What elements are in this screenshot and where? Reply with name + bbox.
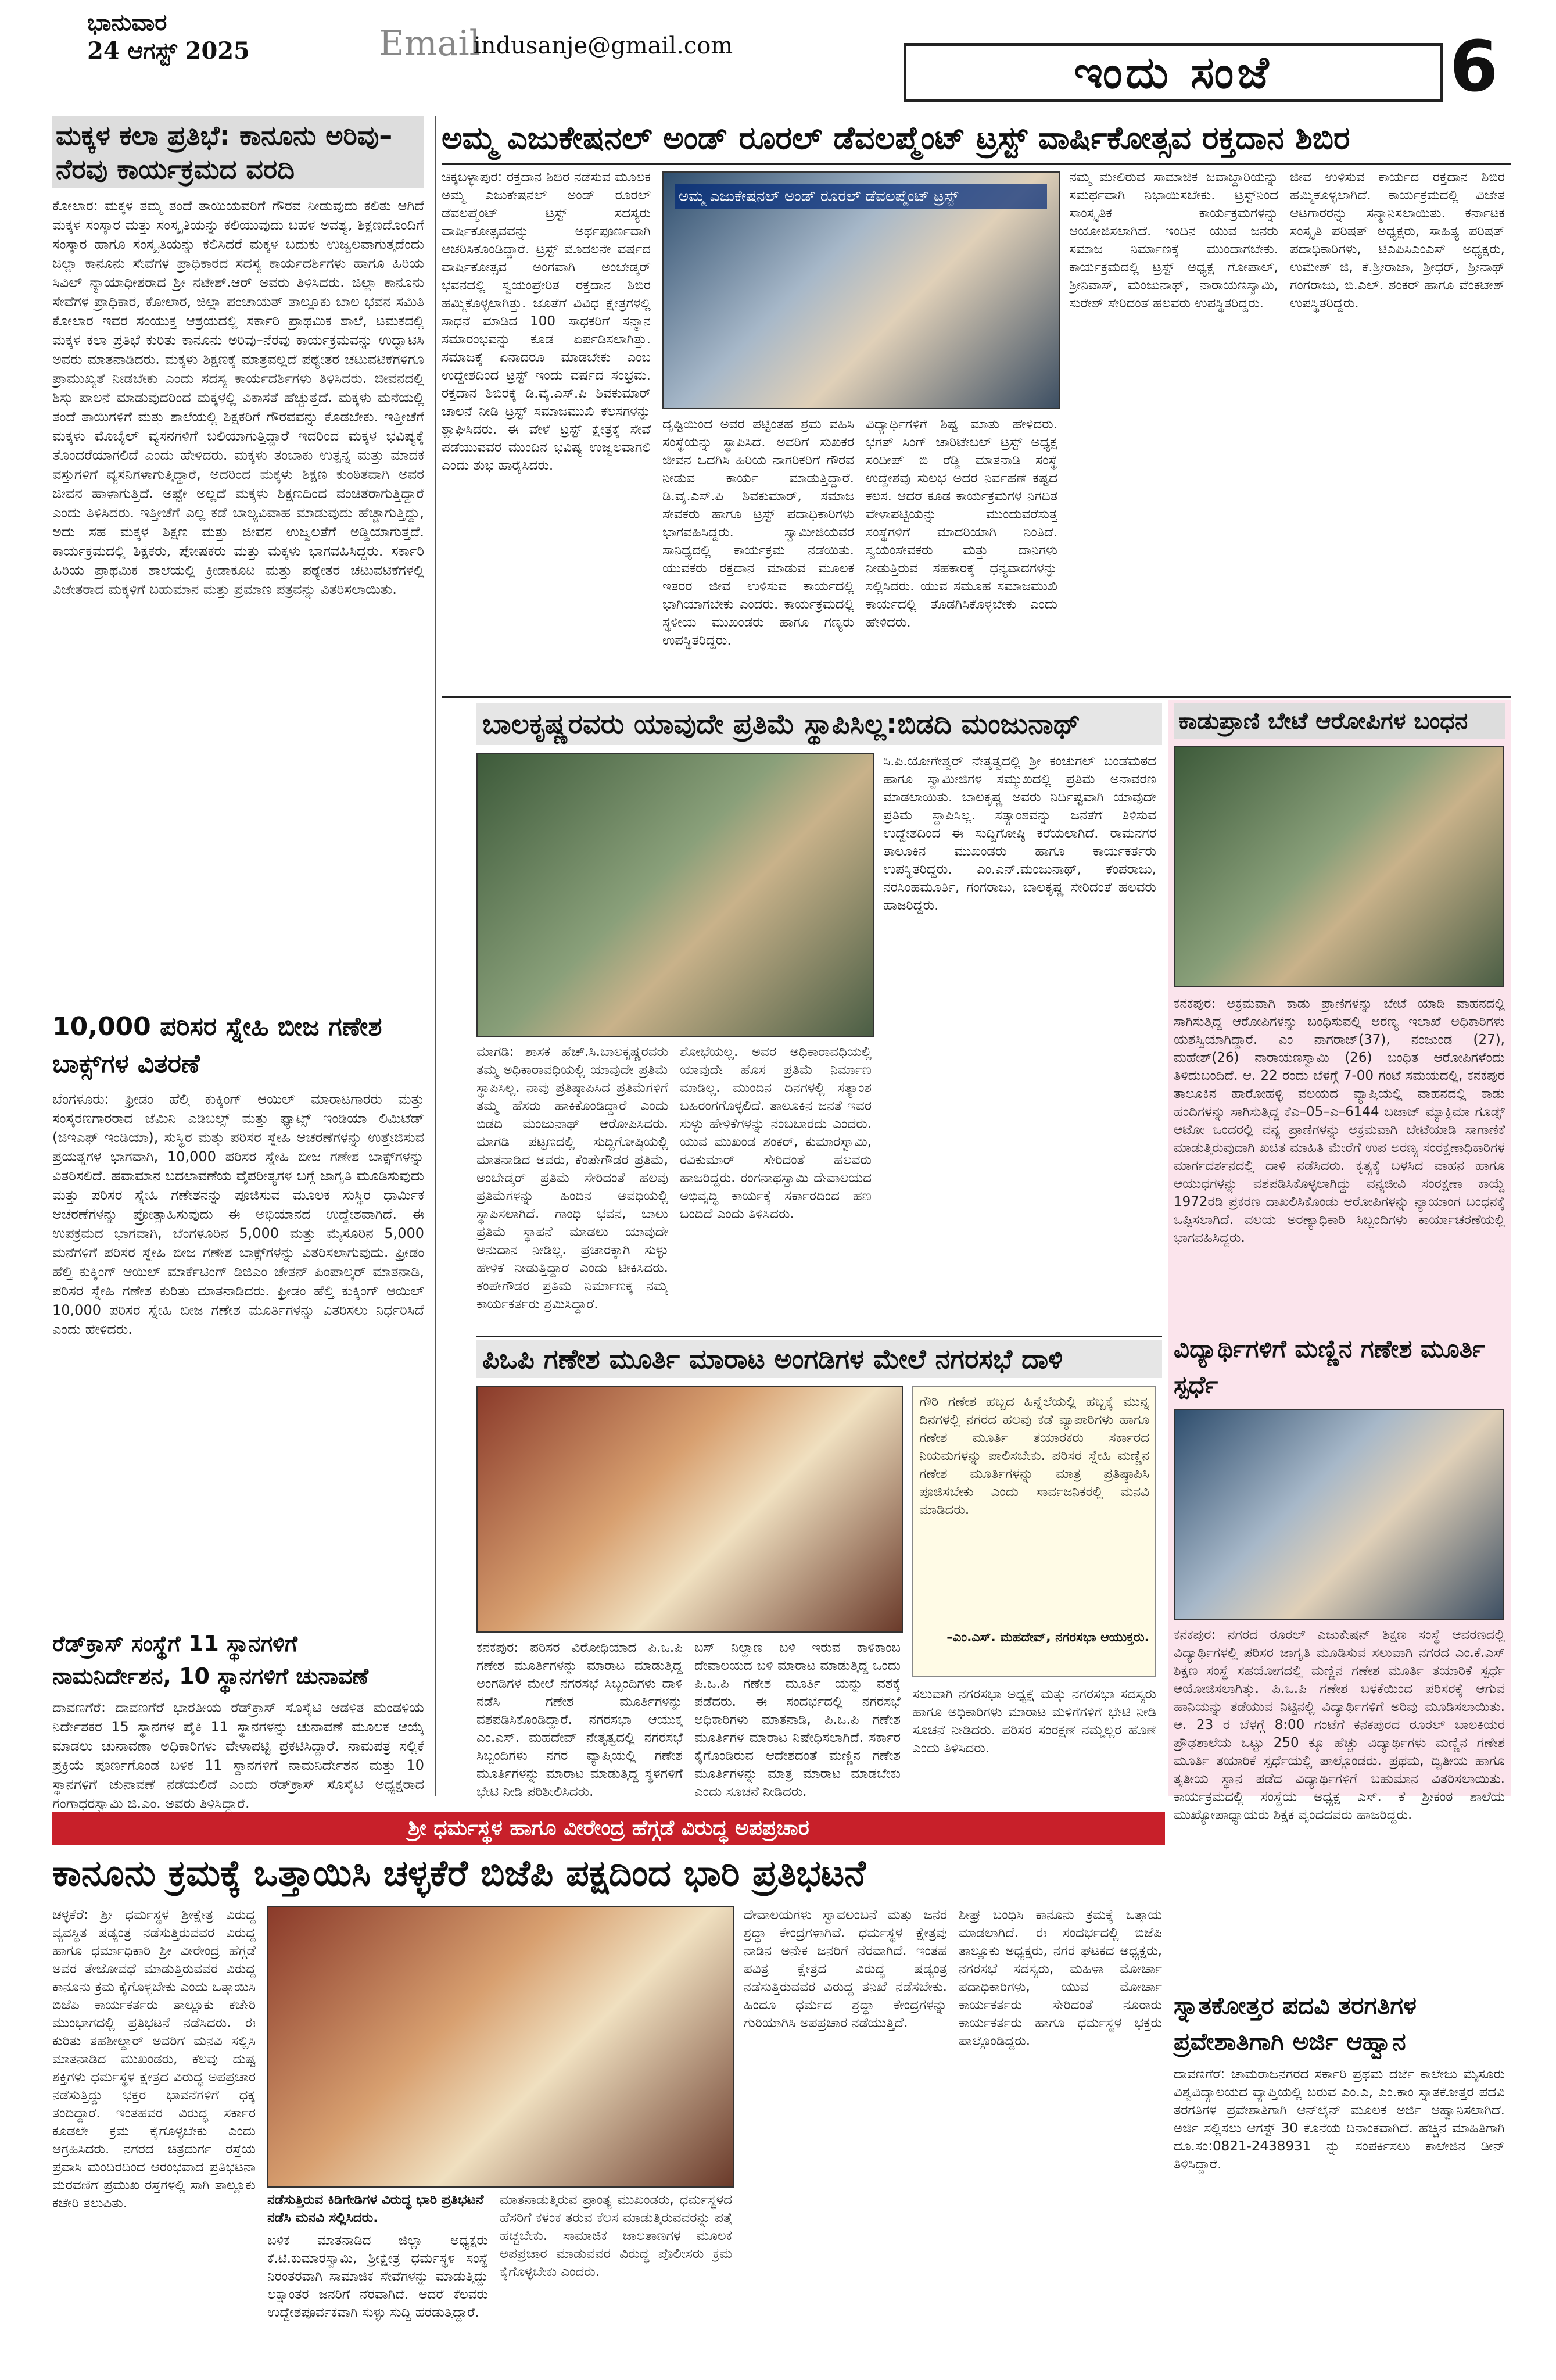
quote-box — [912, 1386, 1156, 1677]
arrest-photo — [1174, 746, 1504, 987]
story-blood-donation — [442, 116, 1511, 692]
story-statue-claim — [476, 703, 1162, 1331]
protest-photo — [267, 1906, 734, 2188]
kicker-text: ಶ್ರೀ ಧರ್ಮಸ್ಥಳ ಹಾಗೂ ವೀರೇಂದ್ರ ಹೆಗ್ಗಡೆ ವಿರುದ್ಧ ಅಪಪ್ರಚಾರ — [408, 1816, 809, 1840]
story-protest — [52, 1848, 1165, 2371]
paper-name: ಇಂದು ಸಂಜೆ — [1074, 46, 1272, 98]
story-body-col1: ಮಾಗಡಿ: ಶಾಸಕ ಹೆಚ್.ಸಿ.ಬಾಲಕೃಷ್ಣರವರು ತಮ್ಮ ಅಧಿಕಾರಾವಧಿಯಲ್ಲಿ ಯಾವುದೇ ಪ್ರತಿಮೆ ಸ್ಥಾಪಿಸಿಲ್ಲ. ನಾವು ಪ್ರತಿಷ್ಠಾಪಿಸಿದ ಪ್ರತಿಮೆಗಳಿಗೆ ತಮ್ಮ ಹೆಸರು ಹಾಕಿಕೊಂಡಿದ್ದಾರೆ ಎಂದು ಬಿಡದಿ ಮಂಜುನಾಥ್ ಆರೋಪಿಸಿದರು. ಮಾಗಡಿ ಪಟ್ಟಣದಲ್ಲಿ ಸುದ್ದಿಗೋಷ್ಠಿಯಲ್ಲಿ ಮಾತನಾಡಿದ ಅವರು, ಕೆಂಪೇಗೌಡರ ಪ್ರತಿಮೆ, ಅಂಬೇಡ್ಕರ್ ಪ್ರತಿಮೆ ಸೇರಿದಂತೆ ಹಲವು ಪ್ರತಿಮೆಗಳನ್ನು ಹಿಂದಿನ ಅವಧಿಯಲ್ಲಿ ಸ್ಥಾಪಿಸಲಾಗಿದೆ. ಗಾಂಧಿ ಭವನ, ಬಾಲು ಪ್ರತಿಮೆ ಸ್ಥಾಪನೆ ಮಾಡಲು ಯಾವುದೇ ಅನುದಾನ ನೀಡಿಲ್ಲ. ಪ್ರಚಾರಕ್ಕಾಗಿ ಸುಳ್ಳು ಹೇಳಿಕೆ ನೀಡುತ್ತಿದ್ದಾರೆ ಎಂದು ಟೀಕಿಸಿದರು. ಕೆಂಪೇಗೌಡರ ಪ್ರತಿಮೆ ನಿರ್ಮಾಣಕ್ಕೆ ನಮ್ಮ ಕಾರ್ಯಕರ್ತರು ಶ್ರಮಿಸಿದ್ದಾರೆ. — [476, 1044, 668, 1312]
masthead — [0, 0, 1556, 108]
story-body: ಕೋಲಾರ: ಮಕ್ಕಳ ತಮ್ಮ ತಂದೆ ತಾಯಿಯವರಿಗೆ ಗೌರವ ನೀಡುವುದು ಕಲಿತು ಆಗಿದೆ ಮಕ್ಕಳ ಸಂಸ್ಕಾರ ಮತ್ತು ಸಂಸ್ಕೃತಿಯನ್ನು ಕಲಿಯುವುದು ಬಹಳ ಅವಶ್ಯ, ಶಿಕ್ಷಣದೊಂದಿಗೆ ಸಂಸ್ಕಾರ ಹಾಗೂ ಸಂಸ್ಕೃತಿಯನ್ನು ಕಲಿಸಿದರೆ ಮಕ್ಕಳ ಬದುಕು ಉಜ್ವಲವಾಗುತ್ತದೆಂದು ಜಿಲ್ಲಾ ಕಾನೂನು ಸೇವೆಗಳ ಪ್ರಾಧಿಕಾರದ ಸದಸ್ಯ ಕಾರ್ಯದರ್ಶಿಗಳು ಹಾಗೂ ಹಿರಿಯ ಸಿವಿಲ್ ನ್ಯಾಯಾಧೀಶರಾದ ಶ್ರೀ ನಟೇಶ್.ಆರ್ ಅವರು ತಿಳಿಸಿದರು. ಜಿಲ್ಲಾ ಕಾನೂನು ಸೇವೆಗಳ ಪ್ರಾಧಿಕಾರ, ಕೋಲಾರ, ಜಿಲ್ಲಾ ಪಂಚಾಯತ್ ತಾಲ್ಲೂಕು ಬಾಲ ಭವನ ಸಮಿತಿ ಕೋಲಾರ ಇವರ ಸಂಯುಕ್ತ ಆಶ್ರಯದಲ್ಲಿ ಸರ್ಕಾರಿ ಪ್ರಾಥಮಿಕ ಶಾಲೆ, ಟಮಕದಲ್ಲಿ ಮಕ್ಕಳ ಕಲಾ ಪ್ರತಿಭೆ ಕುರಿತು ಕಾನೂನು ಅರಿವು–ನೆರವು ಕಾರ್ಯಕ್ರಮವನ್ನು ಉದ್ಘಾಟಿಸಿ ಅವರು ಮಾತನಾಡಿದರು. ಮಕ್ಕಳು ಶಿಕ್ಷಣಕ್ಕೆ ಮಾತ್ರವಲ್ಲದೆ ಪಠ್ಯೇತರ ಚಟುವಟಿಕೆಗಳಿಗೂ ಪ್ರಾಮುಖ್ಯತೆ ನೀಡಬೇಕು ಎಂದು ಸದಸ್ಯ ಕಾರ್ಯದರ್ಶಿಗಳು ತಿಳಿಸಿದರು. ಜೀವನದಲ್ಲಿ ಶಿಸ್ತು ಪಾಲನೆ ಮಾಡುವುದರಿಂದ ಮಕ್ಕಳಲ್ಲಿ ವಿಕಾಸತೆ ಹೆಚ್ಚುತ್ತದೆ. ಮಕ್ಕಳು ಮನೆಯಲ್ಲಿ ತಂದೆ ತಾಯಿಗಳಿಗೆ ಮತ್ತು ಶಾಲೆಯಲ್ಲಿ ಶಿಕ್ಷಕರಿಗೆ ಗೌರವವನ್ನು ಕೊಡಬೇಕು. ಇತ್ತೀಚೆಗೆ ಮಕ್ಕಳು ಮೊಬೈಲ್ ವ್ಯಸನಗಳಿಗೆ ಬಲಿಯಾಗುತ್ತಿದ್ದಾರೆ ಇದರಿಂದ ಮಕ್ಕಳ ಭವಿಷ್ಯಕ್ಕೆ ತೊಂದರೆಯಾಗಲಿದೆ ಎಂದು ಹೇಳಿದರು. ಮಕ್ಕಳು ತಂಬಾಕು ಉತ್ಪನ್ನ ಮತ್ತು ಮಾದಕ ವಸ್ತುಗಳಿಗೆ ವ್ಯಸನಿಗಳಾಗುತ್ತಿದ್ದಾರೆ, ಅದರಿಂದ ಮಕ್ಕಳು ಶಿಕ್ಷಣ ಕುಂಠಿತವಾಗಿ ಅವರ ಜೀವನ ಹಾಳಾಗುತ್ತಿದೆ. ಅಷ್ಟೇ ಅಲ್ಲದೆ ಮಕ್ಕಳು ಶಿಕ್ಷಣದಿಂದ ವಂಚಿತರಾಗುತ್ತಿದ್ದಾರೆ ಎಂದು ತಿಳಿಸಿದರು. ಇತ್ತೀಚೆಗೆ ಎಲ್ಲ ಕಡೆ ಬಾಲ್ಯವಿವಾಹ ಮಾಡುವುದು ಹೆಚ್ಚಾಗುತ್ತಿದ್ದು, ಅದು ಸಹ ಮಕ್ಕಳ ಶಿಕ್ಷಣ ಮತ್ತು ಜೀವನ ಉಜ್ವಲತೆಗೆ ಅಡ್ಡಿಯಾಗುತ್ತದೆ. ಕಾರ್ಯಕ್ರಮದಲ್ಲಿ ಶಿಕ್ಷಕರು, ಪೋಷಕರು ಮತ್ತು ಮಕ್ಕಳು ಭಾಗವಹಿಸಿದ್ದರು. ಸರ್ಕಾರಿ ಹಿರಿಯ ಪ್ರಾಥಮಿಕ ಶಾಲೆಯಲ್ಲಿ ಕ್ರೀಡಾಕೂಟ ಮತ್ತು ಪಠ್ಯೇತರ ಚಟುವಟಿಕೆಗಳಲ್ಲಿ ವಿಜೇತರಾದ ಮಕ್ಕಳಿಗೆ ಬಹುಮಾನ ಮತ್ತು ಪ್ರಮಾಣ ಪತ್ರವನ್ನು ವಿತರಿಸಲಾಯಿತು. — [52, 198, 424, 597]
story-body: ದಾವಣಗೆರೆ: ಚಾಮರಾಜನಗರದ ಸರ್ಕಾರಿ ಪ್ರಥಮ ದರ್ಜೆ ಕಾಲೇಜು ಮೈಸೂರು ವಿಶ್ವವಿದ್ಯಾಲಯದ ವ್ಯಾಪ್ತಿಯಲ್ಲಿ ಬರುವ ಎಂ.ಎ, ಎಂ.ಕಾಂ ಸ್ನಾತಕೋತ್ತರ ಪದವಿ ತರಗತಿಗಳ ಪ್ರವೇಶಾತಿಗಾಗಿ ಆನ್‌ಲೈನ್ ಮೂಲಕ ಅರ್ಜಿ ಆಹ್ವಾನಿಸಲಾಗಿದೆ. ಅರ್ಜಿ ಸಲ್ಲಿಸಲು ಆಗಸ್ಟ್ 30 ಕೊನೆಯ ದಿನಾಂಕವಾಗಿದೆ. ಹೆಚ್ಚಿನ ಮಾಹಿತಿಗಾಗಿ ದೂ.ಸಂ:0821-2438931 ನ್ನು ಸಂಪರ್ಕಿಸಲು ಕಾಲೇಜಿನ ಡೀನ್ ತಿಳಿಸಿದ್ದಾರೆ. — [1174, 2067, 1505, 2172]
headline: ಕಾಡುಪ್ರಾಣಿ ಬೇಟೆ ಆರೋಪಿಗಳ ಬಂಧನ — [1174, 703, 1505, 739]
story-body-col5: ಶೀಘ್ರ ಬಂಧಿಸಿ ಕಾನೂನು ಕ್ರಮಕ್ಕೆ ಒತ್ತಾಯ ಮಾಡಲಾಗಿದೆ. ಈ ಸಂದರ್ಭದಲ್ಲಿ ಬಿಜೆಪಿ ತಾಲ್ಲೂಕು ಅಧ್ಯಕ್ಷರು, ನಗರ ಘಟಕದ ಅಧ್ಯಕ್ಷರು, ನಗರಸಭೆ ಸದಸ್ಯರು, ಮಹಿಳಾ ಮೋರ್ಚಾ ಪದಾಧಿಕಾರಿಗಳು, ಯುವ ಮೋರ್ಚಾ ಕಾರ್ಯಕರ್ತರು ಸೇರಿದಂತೆ ನೂರಾರು ಕಾರ್ಯಕರ್ತರು ಹಾಗೂ ಧರ್ಮಸ್ಥಳ ಭಕ್ತರು ಪಾಲ್ಗೊಂಡಿದ್ದರು. — [959, 1907, 1162, 2049]
story-clay-ganesha-contest — [1174, 1331, 1505, 2033]
headline: 10,000 ಪರಿಸರ ಸ್ನೇಹಿ ಬೀಜ ಗಣೇಶ ಬಾಕ್ಸ್‌ಗಳ ವಿತರಣೆ — [52, 1012, 382, 1079]
story-body-col4: ನಮ್ಮ ಮೇಲಿರುವ ಸಾಮಾಜಿಕ ಜವಾಬ್ದಾರಿಯನ್ನು ಸಮರ್ಥವಾಗಿ ನಿಭಾಯಿಸಬೇಕು. ಟ್ರಸ್ಟ್‌ನಿಂದ ಸಾಂಸ್ಕೃತಿಕ ಕಾರ್ಯಕ್ರಮಗಳನ್ನು ಆಯೋಜಿಸಲಾಗಿದೆ. ಇಂದಿನ ಯುವ ಜನರು ಸಮಾಜ ನಿರ್ಮಾಣಕ್ಕೆ ಮುಂದಾಗಬೇಕು. ಕಾರ್ಯಕ್ರಮದಲ್ಲಿ ಟ್ರಸ್ಟ್ ಅಧ್ಯಕ್ಷ ಗೋಪಾಲ್, ಶ್ರೀನಿವಾಸ್, ಮಂಜುನಾಥ್, ನಾರಾಯಣಸ್ವಾಮಿ, ಸುರೇಶ್ ಸೇರಿದಂತೆ ಹಲವರು ಉಪಸ್ಥಿತರಿದ್ದರು. — [1069, 170, 1278, 311]
story-body-col2: ದೃಷ್ಟಿಯಿಂದ ಅವರ ಪಟ್ಟಿಂತಹ ಶ್ರಮ ವಹಿಸಿ ಸಂಸ್ಥೆಯನ್ನು ಸ್ಥಾಪಿಸಿದೆ. ಅವರಿಗೆ ಸುಖಕರ ಜೀವನ ಒದಗಿಸಿ ಹಿರಿಯ ನಾಗರಿಕರಿಗೆ ಗೌರವ ನೀಡುವ ಕಾರ್ಯ ಮಾಡುತ್ತಿದ್ದಾರೆ. ಡಿ.ವೈ.ಎಸ್.ಪಿ ಶಿವಕುಮಾರ್, ಸಮಾಜ ಸೇವಕರು ಹಾಗೂ ಟ್ರಸ್ಟ್ ಪದಾಧಿಕಾರಿಗಳು ಭಾಗವಹಿಸಿದ್ದರು. ಸ್ವಾಮೀಜಿಯವರ ಸಾನಿಧ್ಯದಲ್ಲಿ ಕಾರ್ಯಕ್ರಮ ನಡೆಯಿತು. ಯುವಕರು ರಕ್ತದಾನ ಮಾಡುವ ಮೂಲಕ ಇತರರ ಜೀವ ಉಳಿಸುವ ಕಾರ್ಯದಲ್ಲಿ ಭಾಗಿಯಾಗಬೇಕು ಎಂದರು. ಕಾರ್ಯಕ್ರಮದಲ್ಲಿ ಸ್ಥಳೀಯ ಮುಖಂಡರು ಹಾಗೂ ಗಣ್ಯರು ಉಪಸ್ಥಿತರಿದ್ದರು. — [662, 417, 854, 648]
story-body-col1: ಚಳ್ಳಕೆರೆ: ಶ್ರೀ ಧರ್ಮಸ್ಥಳ ಶ್ರೀಕ್ಷೇತ್ರ ವಿರುದ್ಧ ವ್ಯವಸ್ಥಿತ ಷಡ್ಯಂತ್ರ ನಡೆಸುತ್ತಿರುವವರ ವಿರುದ್ಧ ಹಾಗೂ ಧರ್ಮಾಧಿಕಾರಿ ಶ್ರೀ ವೀರೇಂದ್ರ ಹೆಗ್ಗಡೆ ಅವರ ತೇಜೋವಧೆ ಮಾಡುತ್ತಿರುವವರ ವಿರುದ್ಧ ಕಾನೂನು ಕ್ರಮ ಕೈಗೊಳ್ಳಬೇಕು ಎಂದು ಒತ್ತಾಯಿಸಿ ಬಿಜೆಪಿ ಕಾರ್ಯಕರ್ತರು ತಾಲ್ಲೂಕು ಕಚೇರಿ ಮುಂಭಾಗದಲ್ಲಿ ಪ್ರತಿಭಟನೆ ನಡೆಸಿದರು. ಈ ಕುರಿತು ತಹಶೀಲ್ದಾರ್ ಅವರಿಗೆ ಮನವಿ ಸಲ್ಲಿಸಿ ಮಾತನಾಡಿದ ಮುಖಂಡರು, ಕೆಲವು ದುಷ್ಟ ಶಕ್ತಿಗಳು ಧರ್ಮಸ್ಥಳ ಕ್ಷೇತ್ರದ ವಿರುದ್ಧ ಅಪಪ್ರಚಾರ ನಡೆಸುತ್ತಿದ್ದು ಭಕ್ತರ ಭಾವನೆಗಳಿಗೆ ಧಕ್ಕೆ ತಂದಿದ್ದಾರೆ. ಇಂತಹವರ ವಿರುದ್ಧ ಸರ್ಕಾರ ಕೂಡಲೇ ಕ್ರಮ ಕೈಗೊಳ್ಳಬೇಕು ಎಂದು ಆಗ್ರಹಿಸಿದರು. ನಗರದ ಚಿತ್ರದುರ್ಗ ರಸ್ತೆಯ ಪ್ರವಾಸಿ ಮಂದಿರದಿಂದ ಆರಂಭವಾದ ಪ್ರತಿಭಟನಾ ಮೆರವಣಿಗೆ ಪ್ರಮುಖ ರಸ್ತೆಗಳಲ್ಲಿ ಸಾಗಿ ತಾಲ್ಲೂಕು ಕಚೇರಿ ತಲುಪಿತು. — [52, 1907, 256, 2211]
event-photo — [662, 171, 1060, 409]
quote-attribution: –ಎಂ.ಎಸ್. ಮಹದೇವ್, ನಗರಸಭಾ ಆಯುಕ್ತರು. — [946, 1630, 1149, 1645]
students-photo — [1174, 1409, 1504, 1620]
story-pop-ganesha — [476, 1340, 1162, 1805]
group-photo — [476, 753, 874, 1037]
story-body-col4: ದೇವಾಲಯಗಳು ಸ್ವಾವಲಂಬನೆ ಮತ್ತು ಜನರ ಶ್ರದ್ಧಾ ಕೇಂದ್ರಗಳಾಗಿವೆ. ಧರ್ಮಸ್ಥಳ ಕ್ಷೇತ್ರವು ನಾಡಿನ ಅನೇಕ ಜನರಿಗೆ ನೆರವಾಗಿದೆ. ಇಂತಹ ಪವಿತ್ರ ಕ್ಷೇತ್ರದ ವಿರುದ್ಧ ಷಡ್ಯಂತ್ರ ನಡೆಸುತ್ತಿರುವವರ ವಿರುದ್ಧ ತನಿಖೆ ನಡೆಸಬೇಕು. ಹಿಂದೂ ಧರ್ಮದ ಶ್ರದ್ಧಾ ಕೇಂದ್ರಗಳನ್ನು ಗುರಿಯಾಗಿಸಿ ಅಪಪ್ರಚಾರ ನಡೆಯುತ್ತಿದೆ. — [744, 1907, 947, 2031]
quote-text: ಗೌರಿ ಗಣೇಶ ಹಬ್ಬದ ಹಿನ್ನೆಲೆಯಲ್ಲಿ ಹಬ್ಬಕ್ಕೆ ಮುನ್ನ ದಿನಗಳಲ್ಲಿ ನಗರದ ಹಲವು ಕಡೆ ವ್ಯಾಪಾರಿಗಳು ಹಾಗೂ ಗಣೇಶ ಮೂರ್ತಿ ತಯಾರಕರು ಸರ್ಕಾರದ ನಿಯಮಗಳನ್ನು ಪಾಲಿಸಬೇಕು. ಪರಿಸರ ಸ್ನೇಹಿ ಮಣ್ಣಿನ ಗಣೇಶ ಮೂರ್ತಿಗಳನ್ನು ಮಾತ್ರ ಪ್ರತಿಷ್ಠಾಪಿಸಿ ಪೂಜಿಸಬೇಕು ಎಂದು ಸಾರ್ವಜನಿಕರಲ್ಲಿ ಮನವಿ ಮಾಡಿದರು. — [919, 1394, 1149, 1518]
story-body: ಕನಕಪುರ: ಅಕ್ರಮವಾಗಿ ಕಾಡು ಪ್ರಾಣಿಗಳನ್ನು ಬೇಟೆ ಯಾಡಿ ವಾಹನದಲ್ಲಿ ಸಾಗಿಸುತ್ತಿದ್ದ ಆರೋಪಿಗಳನ್ನು ಬಂಧಿಸುವಲ್ಲಿ ಅರಣ್ಯ ಇಲಾಖೆ ಅಧಿಕಾರಿಗಳು ಯಶಸ್ವಿಯಾಗಿದ್ದಾರೆ. ಎಂ ನಾಗರಾಜ್(37), ನಂಜುಂಡ (27), ಮಹೇಶ್(26) ನಾರಾಯಣಸ್ವಾಮಿ (26) ಬಂಧಿತ ಆರೋಪಿಗಳೆಂದು ತಿಳಿದುಬಂದಿದೆ. ಆ. 22 ರಂದು ಬೆಳಗ್ಗೆ 7-00 ಗಂಟೆ ಸಮಯದಲ್ಲಿ, ಕನಕಪುರ ತಾಲೂಕಿನ ಹಾರೋಹಳ್ಳಿ ವಲಯದ ವ್ಯಾಪ್ತಿಯಲ್ಲಿ ವಾಹನದಲ್ಲಿ ಕಾಡು ಹಂದಿಗಳನ್ನು ಸಾಗಿಸುತ್ತಿದ್ದ ಕೆಎ–05–ಎ–6144 ಬಜಾಜ್ ಮ್ಯಾಕ್ಸಿಮಾ ಗೂಡ್ಸ್ ಆಟೋ ಒಂದರಲ್ಲಿ ವನ್ಯ ಪ್ರಾಣಿಗಳನ್ನು ಅಕ್ರಮವಾಗಿ ಬೇಟೆಯಾಡಿ ಸಾಗಾಣಿಕೆ ಮಾಡುತ್ತಿರುವುದಾಗಿ ಖಚಿತ ಮಾಹಿತಿ ಮೇರೆಗೆ ಉಪ ಅರಣ್ಯ ಸಂರಕ್ಷಣಾಧಿಕಾರಿಗಳ ಮಾರ್ಗದರ್ಶನದಲ್ಲಿ ದಾಳಿ ನಡೆಸಿದರು. ಕೃತ್ಯಕ್ಕೆ ಬಳಸಿದ ವಾಹನ ಹಾಗೂ ಆಯುಧಗಳನ್ನು ವಶಪಡಿಸಿಕೊಳ್ಳಲಾಗಿದ್ದು ವನ್ಯಜೀವಿ ಸಂರಕ್ಷಣಾ ಕಾಯ್ದೆ 1972ರಡಿ ಪ್ರಕರಣ ದಾಖಲಿಸಿಕೊಂಡು ಆರೋಪಿಗಳನ್ನು ನ್ಯಾಯಾಂಗ ಬಂಧನಕ್ಕೆ ಒಪ್ಪಿಸಲಾಗಿದೆ. ವಲಯ ಅರಣ್ಯಾಧಿಕಾರಿ ಸಿಬ್ಬಂದಿಗಳು ಕಾರ್ಯಾಚರಣೆಯಲ್ಲಿ ಭಾಗವಹಿಸಿದ್ದರು. — [1174, 996, 1505, 1246]
email-address: indusanje@gmail.com — [474, 33, 733, 59]
photo-banner-text: ಅಮ್ಮ ಎಜುಕೇಷನಲ್ ಅಂಡ್ ರೂರಲ್ ಡೆವಲಪ್ಮೆಂಟ್ ಟ್ರಸ್ಟ್ — [675, 184, 1047, 209]
headline: ಮಕ್ಕಳ ಕಲಾ ಪ್ರತಿಭೆ: ಕಾನೂನು ಅರಿವು–ನೆರವು ಕಾರ್ಯಕ್ರಮದ ವರದಿ — [52, 116, 424, 188]
section-rule — [476, 1336, 1162, 1337]
kicker-banner — [52, 1812, 1165, 1845]
headline: ರೆಡ್‌ಕ್ರಾಸ್ ಸಂಸ್ಥೆಗೆ 11 ಸ್ಥಾನಗಳಿಗೆ ನಾಮನಿರ್ದೇಶನ, 10 ಸ್ಥಾನಗಳಿಗೆ ಚುನಾವಣೆ — [52, 1631, 369, 1689]
ganesha-idols-photo — [476, 1386, 903, 1633]
issue-date: 24 ಆಗಸ್ಟ್ 2025 — [87, 37, 250, 65]
story-child-arts — [52, 116, 424, 1022]
story-body-col5: ಜೀವ ಉಳಿಸುವ ಕಾರ್ಯದ ರಕ್ತದಾನ ಶಿಬಿರ ಹಮ್ಮಿಕೊಳ್ಳಲಾಗಿದೆ. ಕಾರ್ಯಕ್ರಮದಲ್ಲಿ ವಿಜೇತ ಆಟಗಾರರನ್ನು ಸನ್ಮಾನಿಸಲಾಯಿತು. ಕರ್ನಾಟಕ ಸಂಸ್ಕೃತಿ ಪರಿಷತ್ ಅಧ್ಯಕ್ಷರು, ಸಾಹಿತ್ಯ ಪರಿಷತ್ ಪದಾಧಿಕಾರಿಗಳು, ಟಿಎಪಿಸಿಎಂಎಸ್ ಅಧ್ಯಕ್ಷರು, ಉಮೇಶ್ ಜಿ, ಕೆ.ಶ್ರೀರಾಜಾ, ಶ್ರೀಧರ್, ಶ್ರೀನಾಥ್ ಗಂಗರಾಜು, ಬಿ.ಎಲ್. ಶಂಕರ್ ಹಾಗೂ ವೆಂಕಟೇಶ್ ಉಪಸ್ಥಿತರಿದ್ದರು. — [1290, 170, 1505, 311]
story-body: ದಾವಣಗೆರೆ: ದಾವಣಗೆರೆ ಭಾರತೀಯ ರೆಡ್‌ಕ್ರಾಸ್ ಸೊಸೈಟಿ ಆಡಳಿತ ಮಂಡಳಿಯ ನಿರ್ದೇಶಕರ 15 ಸ್ಥಾನಗಳ ಪೈಕಿ 11 ಸ್ಥಾನಗಳನ್ನು ಚುನಾವಣೆ ಮೂಲಕ ಆಯ್ಕೆ ಮಾಡಲು ಚುನಾವಣಾ ಅಧಿಕಾರಿಗಳು ವೇಳಾಪಟ್ಟಿ ಪ್ರಕಟಿಸಿದ್ದಾರೆ. ನಾಮಪತ್ರ ಸಲ್ಲಿಕೆ ಪ್ರಕ್ರಿಯೆ ಪೂರ್ಣಗೊಂಡ ಬಳಿಕ 11 ಸ್ಥಾನಗಳಿಗೆ ನಾಮನಿರ್ದೇಶನ ಮತ್ತು 10 ಸ್ಥಾನಗಳಿಗೆ ಚುನಾವಣೆ ನಡೆಯಲಿದೆ ಎಂದು ರೆಡ್‌ಕ್ರಾಸ್ ಸೊಸೈಟಿ ಅಧ್ಯಕ್ಷರಾದ ಗಂಗಾಧರಸ್ವಾಮಿ ಜಿ.ಎಂ. ಅವರು ತಿಳಿಸಿದ್ದಾರೆ. — [52, 1699, 424, 1812]
paper-logo — [904, 43, 1443, 102]
story-body-col2: ಬಳಿಕ ಮಾತನಾಡಿದ ಜಿಲ್ಲಾ ಅಧ್ಯಕ್ಷರು ಕೆ.ಟಿ.ಕುಮಾರಸ್ವಾಮಿ, ಶ್ರೀಕ್ಷೇತ್ರ ಧರ್ಮಸ್ಥಳ ಸಂಸ್ಥೆ ನಿರಂತರವಾಗಿ ಸಾಮಾಜಿಕ ಸೇವೆಗಳನ್ನು ಮಾಡುತ್ತಿದ್ದು ಲಕ್ಷಾಂತರ ಜನರಿಗೆ ನೆರವಾಗಿದೆ. ಆದರೆ ಕೆಲವರು ಉದ್ದೇಶಪೂರ್ವಕವಾಗಿ ಸುಳ್ಳು ಸುದ್ದಿ ಹರಡುತ್ತಿದ್ದಾರೆ. — [267, 2233, 488, 2320]
section-rule — [442, 696, 1511, 698]
story-body-col3: ಮಾತನಾಡುತ್ತಿರುವ ಪ್ರಾಂತ್ಯ ಮುಖಂಡರು, ಧರ್ಮಸ್ಥಳದ ಹೆಸರಿಗೆ ಕಳಂಕ ತರುವ ಕೆಲಸ ಮಾಡುತ್ತಿರುವವರನ್ನು ಪತ್ತೆ ಹಚ್ಚಬೇಕು. ಸಾಮಾಜಿಕ ಜಾಲತಾಣಗಳ ಮೂಲಕ ಅಪಪ್ರಚಾರ ಮಾಡುವವರ ವಿರುದ್ಧ ಪೊಲೀಸರು ಕ್ರಮ ಕೈಗೊಳ್ಳಬೇಕು ಎಂದರು. — [500, 2192, 732, 2279]
headline: ಕಾನೂನು ಕ್ರಮಕ್ಕೆ ಒತ್ತಾಯಿಸಿ ಚಳ್ಳಕೆರೆ ಬಿಜೆಪಿ ಪಕ್ಷದಿಂದ ಭಾರಿ ಪ್ರತಿಭಟನೆ — [52, 1852, 866, 1894]
story-poaching-arrest — [1174, 703, 1505, 1437]
story-body: ಕನಕಪುರ: ನಗರದ ರೂರಲ್ ಎಜುಕೇಷನ್ ಶಿಕ್ಷಣ ಸಂಸ್ಥೆ ಆವರಣದಲ್ಲಿ ವಿದ್ಯಾರ್ಥಿಗಳಲ್ಲಿ ಪರಿಸರ ಜಾಗೃತಿ ಮೂಡಿಸುವ ಸಲುವಾಗಿ ನಗರದ ಎಂ.ಕೆ.ಎಸ್ ಶಿಕ್ಷಣ ಸಂಸ್ಥೆ ಸಹಯೋಗದಲ್ಲಿ ಮಣ್ಣಿನ ಗಣೇಶ ಮೂರ್ತಿ ತಯಾರಿಕೆ ಸ್ಪರ್ಧೆ ಆಯೋಜಿಸಲಾಗಿತ್ತು. ಪಿ.ಒ.ಪಿ ಗಣೇಶ ಬಳಕೆಯಿಂದ ಪರಿಸರಕ್ಕೆ ಆಗುವ ಹಾನಿಯನ್ನು ತಡೆಯುವ ನಿಟ್ಟಿನಲ್ಲಿ ವಿದ್ಯಾರ್ಥಿಗಳಿಗೆ ಅರಿವು ಮೂಡಿಸಲಾಯಿತು. ಆ. 23 ರ ಬೆಳಗ್ಗೆ 8:00 ಗಂಟೆಗೆ ಕನಕಪುರದ ರೂರಲ್ ಬಾಲಕಿಯರ ಪ್ರೌಢಶಾಲೆಯ ಒಟ್ಟು 250 ಕ್ಕೂ ಹೆಚ್ಚು ವಿದ್ಯಾರ್ಥಿಗಳು ಮಣ್ಣಿನ ಗಣೇಶ ಮೂರ್ತಿ ತಯಾರಿಕೆ ಸ್ಪರ್ಧೆಯಲ್ಲಿ ಪಾಲ್ಗೊಂಡರು. ಪ್ರಥಮ, ದ್ವಿತೀಯ ಹಾಗೂ ತೃತೀಯ ಸ್ಥಾನ ಪಡೆದ ವಿದ್ಯಾರ್ಥಿಗಳಿಗೆ ಬಹುಮಾನ ವಿತರಿಸಲಾಯಿತು. ಕಾರ್ಯಕ್ರಮದಲ್ಲಿ ಸಂಸ್ಥೆಯ ಅಧ್ಯಕ್ಷ ಎಸ್. ಕೆ ಶ್ರೀಕಂಠ ಶಾಲೆಯ ಮುಖ್ಯೋಪಾಧ್ಯಾಯರು ಶಿಕ್ಷಕ ವೃಂದದವರು ಹಾಜರಿದ್ದರು. — [1174, 1627, 1505, 1823]
issue-day: ಭಾನುವಾರ — [87, 9, 167, 36]
story-body: ಬೆಂಗಳೂರು: ಫ್ರೀಡಂ ಹೆಲ್ತಿ ಕುಕ್ಕಿಂಗ್ ಆಯಿಲ್ ಮಾರಾಟಗಾರರು ಮತ್ತು ಸಂಸ್ಕರಣಗಾರರಾದ ಜೆಮಿನಿ ಎಡಿಬಲ್ಸ್ ಮತ್ತು ಫ್ಯಾಟ್ಸ್ ಇಂಡಿಯಾ ಲಿಮಿಟೆಡ್ (ಜಿಇಎಫ್ ಇಂಡಿಯಾ), ಸುಸ್ಥಿರ ಮತ್ತು ಪರಿಸರ ಸ್ನೇಹಿ ಆಚರಣೆಗಳನ್ನು ಉತ್ತೇಜಿಸುವ ಪ್ರಯತ್ನಗಳ ಭಾಗವಾಗಿ, 10,000 ಪರಿಸರ ಸ್ನೇಹಿ ಬೀಜ ಗಣೇಶ ಬಾಕ್ಸ್‌ಗಳನ್ನು ವಿತರಿಸಲಿದೆ. ಹವಾಮಾನ ಬದಲಾವಣೆಯ ವೈಪರೀತ್ಯಗಳ ಬಗ್ಗೆ ಜಾಗೃತಿ ಮೂಡಿಸುವುದು ಮತ್ತು ಪರಿಸರ ಸ್ನೇಹಿ ಗಣೇಶನನ್ನು ಪೂಜಿಸುವ ಮೂಲಕ ಸುಸ್ಥಿರ ಧಾರ್ಮಿಕ ಆಚರಣೆಗಳನ್ನು ಪ್ರೋತ್ಸಾಹಿಸುವುದು ಈ ಅಭಿಯಾನದ ಉದ್ದೇಶವಾಗಿದೆ. ಈ ಉಪಕ್ರಮದ ಭಾಗವಾಗಿ, ಬೆಂಗಳೂರಿನ 5,000 ಮತ್ತು ಮೈಸೂರಿನ 5,000 ಮನೆಗಳಿಗೆ ಪರಿಸರ ಸ್ನೇಹಿ ಬೀಜ ಗಣೇಶ ಬಾಕ್ಸ್‌ಗಳನ್ನು ವಿತರಿಸಲಾಗುವುದು. ಫ್ರೀಡಂ ಹೆಲ್ತಿ ಕುಕ್ಕಿಂಗ್ ಆಯಿಲ್ ಮಾರ್ಕೆಟಿಂಗ್ ಡಿಜಿಎಂ ಚೇತನ್ ಪಿಂಪಾಲ್ಕರ್ ಮಾತನಾಡಿ, ಪರಿಸರ ಸ್ನೇಹಿ ಗಣೇಶ ಕುರಿತು ಮಾತನಾಡಿದರು. ಫ್ರೀಡಂ ಹೆಲ್ತಿ ಕುಕ್ಕಿಂಗ್ ಆಯಿಲ್ 10,000 ಪರಿಸರ ಸ್ನೇಹಿ ಬೀಜ ಗಣೇಶ ಮೂರ್ತಿಗಳನ್ನು ವಿತರಿಸಲು ನಿರ್ಧರಿಸಿದೆ ಎಂದು ಹೇಳಿದರು. — [52, 1091, 424, 1337]
story-body-col2: ಬಸ್ ನಿಲ್ದಾಣ ಬಳಿ ಇರುವ ಕಾಳಿಕಾಂಬ ದೇವಾಲಯದ ಬಳಿ ಮಾರಾಟ ಮಾಡುತ್ತಿದ್ದ ಒಂದು ಪಿ.ಒ.ಪಿ ಗಣೇಶ ಮೂರ್ತಿ ಯನ್ನು ವಶಕ್ಕೆ ಪಡೆದರು. ಈ ಸಂದರ್ಭದಲ್ಲಿ ನಗರಸಭೆ ಅಧಿಕಾರಿಗಳು ಮಾತನಾಡಿ, ಪಿ.ಒ.ಪಿ ಗಣೇಶ ಮೂರ್ತಿಗಳ ಮಾರಾಟ ನಿಷೇಧಿಸಲಾಗಿದೆ. ಸರ್ಕಾರ ಕೈಗೊಂಡಿರುವ ಆದೇಶದಂತೆ ಮಣ್ಣಿನ ಗಣೇಶ ಮೂರ್ತಿಗಳನ್ನು ಮಾತ್ರ ಮಾರಾಟ ಮಾಡಬೇಕು ಎಂದು ಸೂಚನೆ ನೀಡಿದರು. — [694, 1640, 901, 1799]
column-divider — [435, 116, 436, 1796]
story-body-col3: ಸಿ.ಪಿ.ಯೋಗೇಶ್ವರ್ ನೇತೃತ್ವದಲ್ಲಿ ಶ್ರೀ ಕಂಚುಗಲ್ ಬಂಡೆಮಠದ ಹಾಗೂ ಸ್ವಾಮೀಜಿಗಳ ಸಮ್ಮುಖದಲ್ಲಿ ಪ್ರತಿಮೆ ಅನಾವರಣ ಮಾಡಲಾಯಿತು. ಬಾಲಕೃಷ್ಣ ಅವರು ನಿರ್ದಿಷ್ಟವಾಗಿ ಯಾವುದೇ ಪ್ರತಿಮೆ ಸ್ಥಾಪಿಸಿಲ್ಲ. ಸತ್ಯಾಂಶವನ್ನು ಜನತೆಗೆ ತಿಳಿಸುವ ಉದ್ದೇಶದಿಂದ ಈ ಸುದ್ದಿಗೋಷ್ಠಿ ಕರೆಯಲಾಗಿದೆ. ರಾಮನಗರ ತಾಲೂಕಿನ ಮುಖಂಡರು ಹಾಗೂ ಕಾರ್ಯಕರ್ತರು ಉಪಸ್ಥಿತರಿದ್ದರು. ಎಂ.ಎನ್.ಮಂಜುನಾಥ್, ಕೆಂಪರಾಜು, ನರಸಿಂಹಮೂರ್ತಿ, ಗಂಗರಾಜು, ಬಾಲಕೃಷ್ಣ ಸೇರಿದಂತೆ ಹಲವರು ಹಾಜರಿದ್ದರು. — [883, 754, 1156, 913]
story-body-col3: ಸಲುವಾಗಿ ನಗರಸಭಾ ಅಧ್ಯಕ್ಷೆ ಮತ್ತು ನಗರಸಭಾ ಸದಸ್ಯರು ಹಾಗೂ ಅಧಿಕಾರಿಗಳು ಮಾರಾಟ ಮಳಿಗೆಗಳಿಗೆ ಭೇಟಿ ನೀಡಿ ಸೂಚನೆ ನೀಡಿದರು. ಪರಿಸರ ಸಂರಕ್ಷಣೆ ನಮ್ಮೆಲ್ಲರ ಹೊಣೆ ಎಂದು ತಿಳಿಸಿದರು. — [912, 1687, 1156, 1756]
story-eco-ganesha — [52, 1008, 424, 1624]
headline: ಬಾಲಕೃಷ್ಣರವರು ಯಾವುದೇ ಪ್ರತಿಮೆ ಸ್ಥಾಪಿಸಿಲ್ಲ:ಬಿಡದಿ ಮಂಜುನಾಥ್ — [476, 703, 1162, 745]
headline: ಪಿಒಪಿ ಗಣೇಶ ಮೂರ್ತಿ ಮಾರಾಟ ಅಂಗಡಿಗಳ ಮೇಲೆ ನಗರಸಭೆ ದಾಳಿ — [476, 1340, 1162, 1378]
email-label: Email — [379, 23, 481, 64]
headline: ವಿದ್ಯಾರ್ಥಿಗಳಿಗೆ ಮಣ್ಣಿನ ಗಣೇಶ ಮೂರ್ತಿ ಸ್ಪರ್ಧೆ — [1174, 1334, 1485, 1399]
page-number: 6 — [1450, 27, 1498, 108]
story-body-col1: ಚಿಕ್ಕಬಳ್ಳಾಪುರ: ರಕ್ತದಾನ ಶಿಬಿರ ನಡೆಸುವ ಮೂಲಕ ಅಮ್ಮ ಎಜುಕೇಷನಲ್ ಅಂಡ್ ರೂರಲ್ ಡೆವಲಪ್ಮೆಂಟ್ ಟ್ರಸ್ಟ್ ಸದಸ್ಯರು ವಾರ್ಷಿಕೋತ್ಸವವನ್ನು ಅರ್ಥಪೂರ್ಣವಾಗಿ ಆಚರಿಸಿಕೊಂಡಿದ್ದಾರೆ. ಟ್ರಸ್ಟ್ ಮೊದಲನೇ ವರ್ಷದ ವಾರ್ಷಿಕೋತ್ಸವ ಅಂಗವಾಗಿ ಅಂಬೇಡ್ಕರ್ ಭವನದಲ್ಲಿ ಸ್ವಯಂಪ್ರೇರಿತ ರಕ್ತದಾನ ಶಿಬಿರ ಹಮ್ಮಿಕೊಳ್ಳಲಾಗಿತ್ತು. ಜೊತೆಗೆ ವಿವಿಧ ಕ್ಷೇತ್ರಗಳಲ್ಲಿ ಸಾಧನೆ ಮಾಡಿದ 100 ಸಾಧಕರಿಗೆ ಸನ್ಮಾನ ಸಮಾರಂಭವನ್ನು ಕೂಡ ಏರ್ಪಡಿಸಲಾಗಿತ್ತು. ಸಮಾಜಕ್ಕೆ ಏನಾದರೂ ಮಾಡಬೇಕು ಎಂಬ ಉದ್ದೇಶದಿಂದ ಟ್ರಸ್ಟ್ ಇಂದು ವರ್ಷದ ಸಂಭ್ರಮ. ರಕ್ತದಾನ ಶಿಬಿರಕ್ಕೆ ಡಿ.ವೈ.ಎಸ್.ಪಿ ಶಿವಕುಮಾರ್ ಚಾಲನೆ ನೀಡಿ ಟ್ರಸ್ಟ್ ಸಮಾಜಮುಖಿ ಕೆಲಸಗಳನ್ನು ಶ್ಲಾಘಿಸಿದರು. ಈ ವೇಳೆ ಟ್ರಸ್ಟ್ ಕ್ಷೇತ್ರಕ್ಕೆ ಸೇವೆ ಪಡೆಯುವವರ ಮುಂದಿನ ಭವಿಷ್ಯ ಉಜ್ವಲವಾಗಲಿ ಎಂದು ಶುಭ ಹಾರೈಸಿದರು. — [442, 170, 651, 473]
headline: ಸ್ನಾತಕೋತ್ತರ ಪದವಿ ತರಗತಿಗಳ ಪ್ರವೇಶಾತಿಗಾಗಿ ಅರ್ಜಿ ಆಹ್ವಾನ — [1174, 1991, 1417, 2056]
headline: ಅಮ್ಮ ಎಜುಕೇಷನಲ್ ಅಂಡ್ ರೂರಲ್ ಡೆವಲಪ್ಮೆಂಟ್ ಟ್ರಸ್ಟ್ ವಾರ್ಷಿಕೋತ್ಸವ ರಕ್ತದಾನ ಶಿಬಿರ — [442, 116, 1511, 165]
story-pg-admission — [1174, 1988, 1505, 2321]
photo-caption: ನಡೆಸುತ್ತಿರುವ ಕಿಡಿಗೇಡಿಗಳ ವಿರುದ್ಧ ಭಾರಿ ಪ್ರತಿಭಟನೆ ನಡೆಸಿ ಮನವಿ ಸಲ್ಲಿಸಿದರು. — [267, 2192, 484, 2225]
story-body-col1: ಕನಕಪುರ: ಪರಿಸರ ವಿರೋಧಿಯಾದ ಪಿ.ಒ.ಪಿ ಗಣೇಶ ಮೂರ್ತಿಗಳನ್ನು ಮಾರಾಟ ಮಾಡುತ್ತಿದ್ದ ಅಂಗಡಿಗಳ ಮೇಲೆ ನಗರಸಭೆ ಸಿಬ್ಬಂದಿಗಳು ದಾಳಿ ನಡೆಸಿ ಗಣೇಶ ಮೂರ್ತಿಗಳನ್ನು ವಶಪಡಿಸಿಕೊಂಡಿದ್ದಾರೆ. ನಗರಸಭಾ ಆಯುಕ್ತ ಎಂ.ಎಸ್. ಮಹದೇವ್ ನೇತೃತ್ವದಲ್ಲಿ ನಗರಸಭೆ ಸಿಬ್ಬಂದಿಗಳು ನಗರ ವ್ಯಾಪ್ತಿಯಲ್ಲಿ ಗಣೇಶ ಮೂರ್ತಿಗಳನ್ನು ಮಾರಾಟ ಮಾಡುತ್ತಿದ್ದ ಸ್ಥಳಗಳಿಗೆ ಭೇಟಿ ನೀಡಿ ಪರಿಶೀಲಿಸಿದರು. — [476, 1640, 683, 1799]
story-redcross — [52, 1627, 424, 1844]
story-body-col2: ಶೋಭೆಯಲ್ಲ. ಅವರ ಅಧಿಕಾರಾವಧಿಯಲ್ಲಿ ಯಾವುದೇ ಹೊಸ ಪ್ರತಿಮೆ ನಿರ್ಮಾಣ ಮಾಡಿಲ್ಲ. ಮುಂದಿನ ದಿನಗಳಲ್ಲಿ ಸತ್ಯಾಂಶ ಬಹಿರಂಗಗೊಳ್ಳಲಿದೆ. ತಾಲೂಕಿನ ಜನತೆ ಇವರ ಸುಳ್ಳು ಹೇಳಿಕೆಗಳನ್ನು ನಂಬಬಾರದು ಎಂದರು. ಯುವ ಮುಖಂಡ ಶಂಕರ್, ಕುಮಾರಸ್ವಾಮಿ, ರವಿಕುಮಾರ್ ಸೇರಿದಂತೆ ಹಲವರು ಹಾಜರಿದ್ದರು. ರಂಗನಾಥಸ್ವಾಮಿ ದೇವಾಲಯದ ಅಭಿವೃದ್ಧಿ ಕಾರ್ಯಕ್ಕೆ ಸರ್ಕಾರದಿಂದ ಹಣ ಬಂದಿದೆ ಎಂದು ತಿಳಿಸಿದರು. — [680, 1044, 872, 1222]
story-body-col3: ವಿದ್ಯಾರ್ಥಿಗಳಿಗೆ ಶಿಷ್ಟ ಮಾತು ಹೇಳಿದರು. ಭಗತ್ ಸಿಂಗ್ ಚಾರಿಟೇಬಲ್ ಟ್ರಸ್ಟ್ ಅಧ್ಯಕ್ಷ ಸಂದೀಪ್ ಬಿ ರೆಡ್ಡಿ ಮಾತನಾಡಿ ಸಂಸ್ಥೆ ಉದ್ದೇಶವು ಸುಲಭ ಅದರ ನಿರ್ವಹಣೆ ಕಷ್ಟದ ಕೆಲಸ. ಆದರೆ ಕೂಡ ಕಾರ್ಯಕ್ರಮಗಳ ನಿಗದಿತ ವೇಳಾಪಟ್ಟಿಯನ್ನು ಮುಂದುವರೆಸುತ್ತ ಸಂಸ್ಥೆಗಳಿಗೆ ಮಾದರಿಯಾಗಿ ನಿಂತಿದೆ. ಸ್ವಯಂಸೇವಕರು ಮತ್ತು ದಾನಿಗಳು ನೀಡುತ್ತಿರುವ ಸಹಕಾರಕ್ಕೆ ಧನ್ಯವಾದಗಳನ್ನು ಸಲ್ಲಿಸಿದರು. ಯುವ ಸಮೂಹ ಸಮಾಜಮುಖಿ ಕಾರ್ಯದಲ್ಲಿ ತೊಡಗಿಸಿಕೊಳ್ಳಬೇಕು ಎಂದು ಹೇಳಿದರು. — [866, 417, 1057, 630]
